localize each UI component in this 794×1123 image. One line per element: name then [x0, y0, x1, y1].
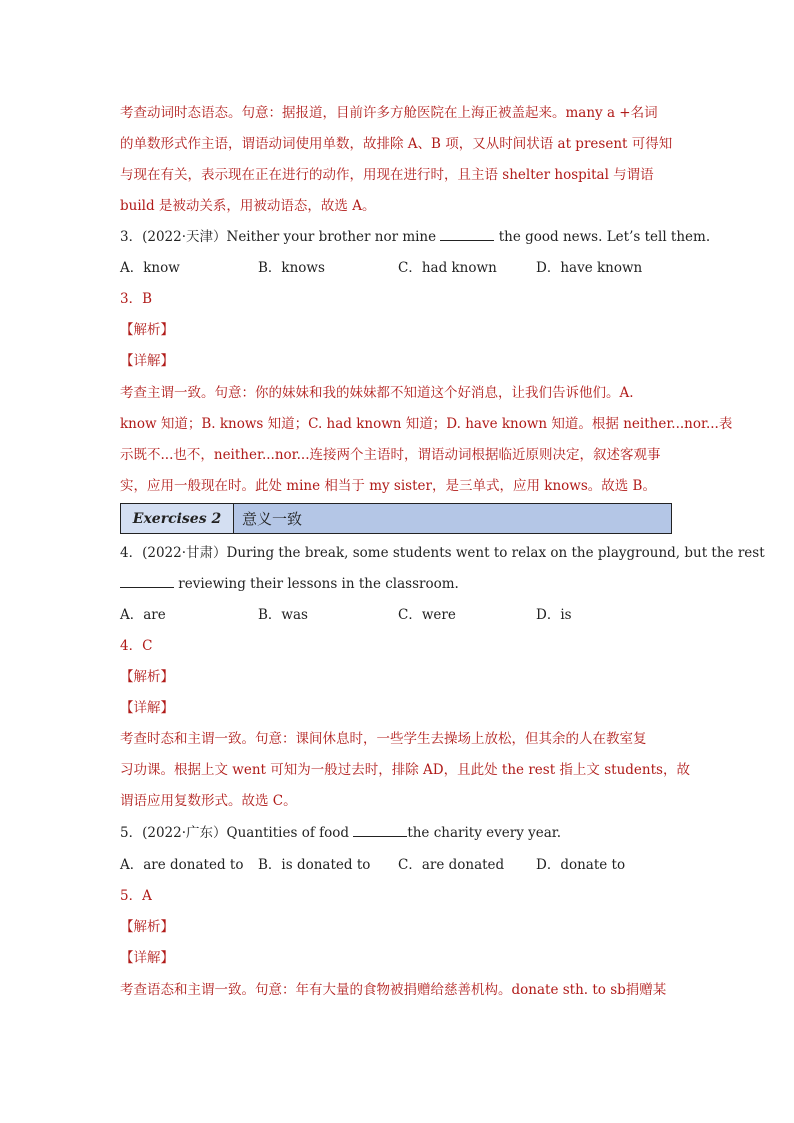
q3-option-d: D．have known: [536, 260, 643, 276]
q5-option-b: B．is donated to: [258, 857, 371, 873]
detail-text: ，是三单式，应用: [431, 478, 545, 494]
q3-option-c: C．had known: [398, 260, 497, 276]
detail-text: A.: [619, 385, 634, 401]
q3-answer: 3．B: [120, 291, 153, 307]
detail-text: 连接两个主语时，谓语动词根据临近原则决定，叙述客观事: [309, 447, 661, 463]
stem-text: reviewing their lessons in the classroom.: [174, 576, 459, 592]
detail-text: know 知道；B. knows 知道；C. had known 知道；D. have known 知道。: [120, 416, 592, 432]
stem-text: 3．(2022·天津）Neither your brother nor mine: [120, 229, 441, 245]
q4-option-a: A．are: [120, 607, 166, 623]
q5-option-d: D．donate to: [536, 857, 626, 873]
intro-text: 可得知: [627, 136, 673, 152]
intro-term: many a +名词: [565, 105, 658, 121]
intro-text: 考查动词时态语态。句意：据报道，目前许多方舱医院在上海正被盖起来。: [120, 105, 566, 121]
q4-detail-line-3: [120, 791, 297, 811]
detail-text: 考查时态和主谓一致。句意：课间休息时，一些学生去操场上放松，但其余的人在教室复: [120, 731, 647, 747]
question-4-stem-line-1: 4．(2022·甘肃）During the break, some students went to relax on the playground, but the rest: [120, 545, 765, 561]
detail-text: ，故: [662, 762, 690, 778]
q3-option-b: B．knows: [258, 260, 325, 276]
q3-detail-line-4: [120, 476, 656, 496]
answer-blank: [120, 575, 174, 588]
detail-term: neither...nor...: [623, 416, 719, 432]
q5-option-c: C．are donated: [398, 857, 505, 873]
q4-answer: 4．C: [120, 638, 153, 654]
detail-text: 实，应用一般现在时。此处: [120, 478, 287, 494]
detail-text: 相当于: [320, 478, 370, 494]
detail-text: 习功课。根据上文: [120, 762, 233, 778]
question-4-stem-line-2: [120, 574, 459, 594]
q5-analysis-heading: 【解析】: [120, 919, 174, 935]
q4-detail-heading: 【详解】: [120, 700, 174, 716]
q4-option-b: B．was: [258, 607, 308, 623]
q4-option-d: D．is: [536, 607, 572, 623]
q3-detail-line-1: [120, 383, 634, 403]
exercise-topic: 意义一致: [234, 504, 671, 533]
detail-term: knows: [544, 478, 588, 494]
q5-detail-heading: 【详解】: [120, 950, 174, 966]
detail-term: went: [232, 762, 266, 778]
detail-term: my sister: [369, 478, 432, 494]
detail-text: 谓语应用复数形式。故选 C。: [120, 793, 297, 809]
stem-text: 5．(2022·广东）Quantities of food: [120, 825, 354, 841]
stem-text: the good news. Let’s tell them.: [494, 229, 711, 245]
detail-term: neither...nor...: [213, 447, 310, 463]
intro-term: at present: [557, 136, 628, 152]
intro-text: 与谓语: [608, 167, 654, 183]
stem-text: the charity every year.: [407, 825, 562, 841]
question-3-stem: [120, 227, 710, 247]
intro-term: build: [120, 198, 155, 214]
answer-blank: [440, 228, 494, 241]
q3-detail-heading: 【详解】: [120, 353, 174, 369]
detail-text: 根据: [591, 416, 624, 432]
q5-option-a: A．are donated to: [120, 857, 244, 873]
intro-text: 与现在有关，表示现在正在进行的动作，用现在进行时，且主语: [120, 167, 503, 183]
intro-line-2: [120, 134, 672, 154]
detail-text: 指上文: [555, 762, 605, 778]
q4-option-c: C．were: [398, 607, 456, 623]
detail-text: 表: [718, 416, 733, 432]
detail-text: 示既不...也不，: [120, 447, 214, 463]
q5-answer: 5．A: [120, 888, 152, 904]
q3-detail-line-2: [120, 414, 732, 434]
detail-text: 捐赠某: [625, 982, 667, 998]
detail-text: 可知为一般过去时，排除 AD，且此处: [265, 762, 502, 778]
intro-line-3: [120, 165, 654, 185]
q4-detail-line-1: [120, 729, 647, 749]
q5-detail-line-1: [120, 980, 666, 1000]
intro-line-4: [120, 196, 375, 216]
exercise-banner: [120, 503, 672, 534]
intro-text: 的单数形式作主语，谓语动词使用单数，故排除 A、B 项，又从时间状语: [120, 136, 558, 152]
question-5-stem: [120, 823, 561, 843]
intro-line-1: [120, 103, 658, 123]
intro-term: shelter hospital: [502, 167, 609, 183]
detail-text: 考查语态和主谓一致。句意：年有大量的食物被捐赠给慈善机构。: [120, 982, 512, 998]
answer-blank: [353, 824, 407, 837]
q4-detail-line-2: [120, 760, 690, 780]
q3-option-a: A．know: [120, 260, 180, 276]
detail-text: 。故选 B。: [587, 478, 656, 494]
detail-term: mine: [286, 478, 321, 494]
detail-text: 考查主谓一致。句意：你的妹妹和我的妹妹都不知道这个好消息，让我们告诉他们。: [120, 385, 620, 401]
detail-term: students: [604, 762, 663, 778]
intro-text: 是被动关系，用被动语态，故选 A。: [154, 198, 376, 214]
q3-analysis-heading: 【解析】: [120, 322, 174, 338]
q3-detail-line-3: [120, 445, 661, 465]
detail-term: donate sth. to sb: [511, 982, 626, 998]
detail-term: the rest: [501, 762, 556, 778]
q4-analysis-heading: 【解析】: [120, 669, 174, 685]
exercise-number: Exercises 2: [121, 504, 234, 533]
